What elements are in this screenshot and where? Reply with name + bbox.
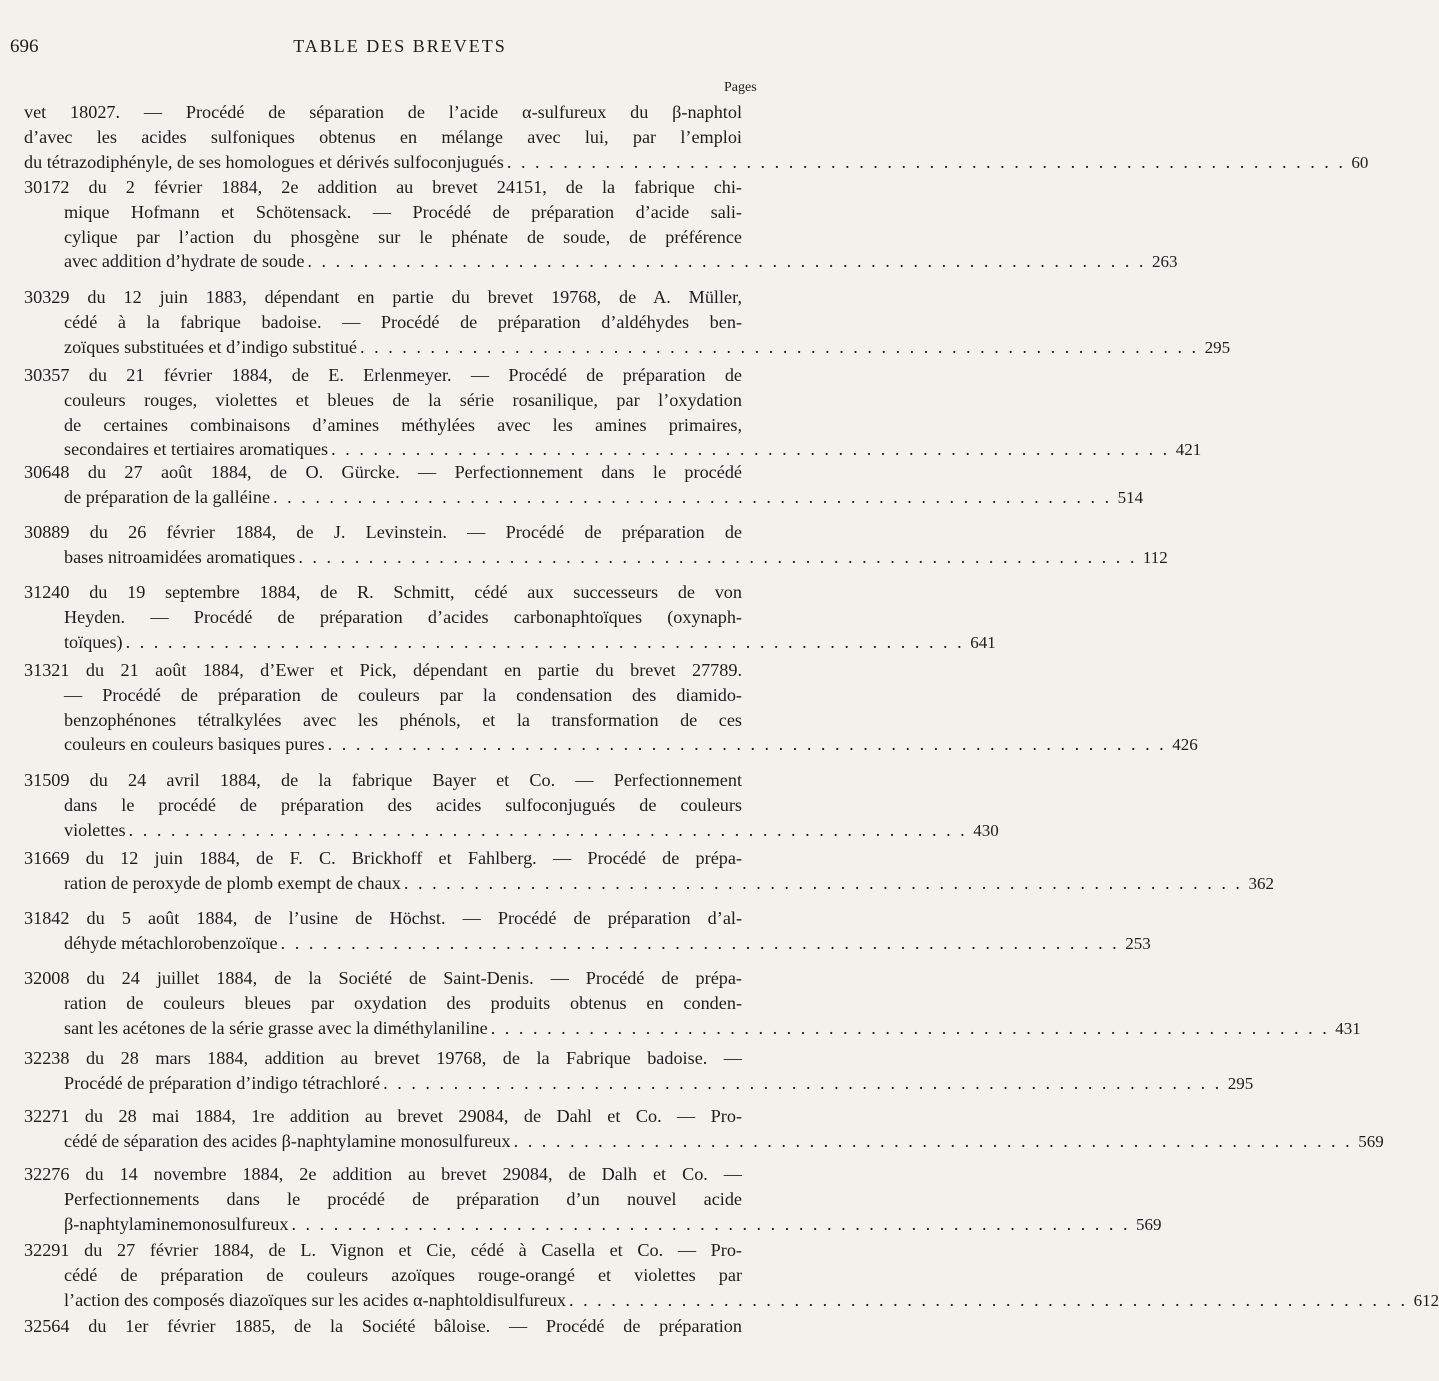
entry-line: mique Hofmann et Schötensack. — Procédé de préparation d’acide sali- xyxy=(64,201,742,222)
patent-entry xyxy=(24,363,1202,463)
page-reference: 514 xyxy=(1117,487,1144,507)
entry-title-end: du tétrazodiphényle, de ses homologues et dérivés sulfoconjugués xyxy=(24,151,504,172)
entry-title-end: toïques) xyxy=(64,631,123,652)
entry-line: 31842 du 5 août 1884, de l’usine de Höchst. — Procédé de préparation d’al- xyxy=(24,908,742,928)
pages-column-label: Pages xyxy=(724,80,757,95)
patent-entry xyxy=(24,1046,1254,1097)
dot-leader: . . . . . . . . . . . . . . . . . . . . . . . . . . . . . . . . . . . . . . . . . . . . . . . . . . . . . . . . . . . . xyxy=(506,151,1346,172)
page-reference: 569 xyxy=(1358,1131,1384,1151)
patent-entry xyxy=(24,460,1144,511)
dot-leader: . . . . . . . . . . . . . . . . . . . . . . . . . . . . . . . . . . . . . . . . . . . . . . . . . . . . . . . . . . . . xyxy=(568,1289,1408,1310)
page-reference: 60 xyxy=(1351,152,1369,172)
dot-leader: . . . . . . . . . . . . . . . . . . . . . . . . . . . . . . . . . . . . . . . . . . . . . . . . . . . . . . . . . . . . xyxy=(128,819,968,840)
entry-title-end: couleurs en couleurs basiques pures xyxy=(64,734,325,755)
entry-title-end: zoïques substituées et d’indigo substitué xyxy=(64,336,357,357)
running-head: TABLE DES BREVETS xyxy=(293,36,507,56)
page-reference: 430 xyxy=(973,820,999,840)
dot-leader: . . . . . . . . . . . . . . . . . . . . . . . . . . . . . . . . . . . . . . . . . . . . . . . . . . . . . . . . . . . . xyxy=(307,251,1146,272)
entry-last-line xyxy=(24,931,1151,957)
entry-line: 32276 du 14 novembre 1884, 2e addition au brevet 29084, de Dalh et Co. — xyxy=(24,1164,742,1184)
entry-line: cédé à la fabrique badoise. — Procédé de préparation d’aldéhydes ben- xyxy=(64,311,742,332)
entry-line: 30648 du 27 août 1884, de O. Gürcke. — Perfectionnement dans le procédé xyxy=(24,462,742,482)
entry-line: 30172 du 2 février 1884, 2e addition au brevet 24151, de la fabrique chi- xyxy=(24,177,742,197)
entry-last-line xyxy=(24,1071,1254,1097)
dot-leader: . . . . . . . . . . . . . . . . . . . . . . . . . . . . . . . . . . . . . . . . . . . . . . . . . . . . . . . . . . . . xyxy=(360,336,1199,357)
patent-entry xyxy=(24,285,1231,360)
patent-entry xyxy=(24,966,1361,1041)
page-reference: 295 xyxy=(1204,337,1231,357)
dot-leader: . . . . . . . . . . . . . . . . . . . . . . . . . . . . . . . . . . . . . . . . . . . . . . . . . . . . . . . . . . . . xyxy=(331,439,1170,460)
patent-entry xyxy=(24,1238,1439,1313)
patent-entry xyxy=(24,580,996,655)
dot-leader: . . . . . . . . . . . . . . . . . . . . . . . . . . . . . . . . . . . . . . . . . . . . . . . . . . . . . . . . . . . . xyxy=(298,546,1137,567)
page-reference: 569 xyxy=(1136,1214,1162,1234)
entry-last-line xyxy=(24,732,1198,758)
entry-title-end: bases nitroamidées aromatiques xyxy=(64,546,296,567)
entry-line: — Procédé de préparation de couleurs par la condensation des diamido- xyxy=(64,684,742,705)
entry-line: 31669 du 12 juin 1884, de F. C. Brickhoff et Fahlberg. — Procédé de prépa- xyxy=(24,848,742,868)
page-reference: 253 xyxy=(1125,933,1151,953)
entry-line: 31240 du 19 septembre 1884, de R. Schmitt, cédé aux successeurs de von xyxy=(24,582,742,602)
page-reference: 426 xyxy=(1172,735,1198,755)
entry-title-end: de préparation de la galléine xyxy=(64,486,271,507)
page-reference: 421 xyxy=(1175,440,1202,460)
page-reference: 641 xyxy=(970,632,996,652)
entry-line: 32271 du 28 mai 1884, 1re addition au brevet 29084, de Dahl et Co. — Pro- xyxy=(24,1106,742,1126)
page-reference: 431 xyxy=(1335,1018,1361,1038)
page-number: 696 xyxy=(10,36,39,57)
page-reference: 612 xyxy=(1413,1290,1439,1310)
dot-leader: . . . . . . . . . . . . . . . . . . . . . . . . . . . . . . . . . . . . . . . . . . . . . . . . . . . . . . . . . . . . xyxy=(327,734,1167,755)
entry-line: de certaines combinaisons d’amines méthylées avec les amines primaires, xyxy=(64,414,742,435)
entry-line: 30329 du 12 juin 1883, dépendant en partie du brevet 19768, de A. Müller, xyxy=(24,287,742,307)
dot-leader: . . . . . . . . . . . . . . . . . . . . . . . . . . . . . . . . . . . . . . . . . . . . . . . . . . . . . . . . . . . . xyxy=(273,486,1112,507)
entry-title-end: violettes xyxy=(64,819,126,840)
entry-last-line xyxy=(24,249,1178,275)
entry-line: 32008 du 24 juillet 1884, de la Société de Saint-Denis. — Procédé de prépa- xyxy=(24,968,742,988)
entry-last-line xyxy=(24,1016,1361,1042)
entry-line: dans le procédé de préparation des acides sulfoconjugués de couleurs xyxy=(64,794,742,815)
dot-leader: . . . . . . . . . . . . . . . . . . . . . . . . . . . . . . . . . . . . . . . . . . . . . . . . . . . . . . . . . . . . xyxy=(383,1072,1222,1093)
page-reference: 362 xyxy=(1248,873,1274,893)
patent-entry xyxy=(24,1314,742,1339)
entry-line: 30889 du 26 février 1884, de J. Levinstein. — Procédé de préparation de xyxy=(24,522,742,542)
entry-title-end: β-naphtylaminemonosulfureux xyxy=(64,1213,289,1234)
entry-last-line xyxy=(24,1212,1162,1238)
dot-leader: . . . . . . . . . . . . . . . . . . . . . . . . . . . . . . . . . . . . . . . . . . . . . . . . . . . . . . . . . . . . xyxy=(280,932,1120,953)
patent-entry xyxy=(24,658,1198,758)
entry-title-end: cédé de séparation des acides β-naphtylamine monosulfureux xyxy=(64,1130,511,1151)
entry-title-end: ration de peroxyde de plomb exempt de chaux xyxy=(64,872,401,893)
patent-entry xyxy=(24,1104,1384,1155)
entry-title-end: l’action des composés diazoïques sur les acides α-naphtoldisulfureux xyxy=(64,1289,566,1310)
entry-line: ration de couleurs bleues par oxydation des produits obtenus en conden- xyxy=(64,992,742,1013)
entry-last-line xyxy=(24,1129,1384,1155)
entry-line: 32564 du 1er février 1885, de la Société bâloise. — Procédé de préparation xyxy=(24,1316,742,1336)
entry-last-line xyxy=(24,871,1274,897)
page-reference: 295 xyxy=(1227,1073,1254,1093)
entry-title-end: sant les acétones de la série grasse avec la diméthylaniline xyxy=(64,1017,488,1038)
entry-title-end: Procédé de préparation d’indigo tétrachloré xyxy=(64,1072,381,1093)
entry-last-line xyxy=(24,335,1231,361)
dot-leader: . . . . . . . . . . . . . . . . . . . . . . . . . . . . . . . . . . . . . . . . . . . . . . . . . . . . . . . . . . . . xyxy=(513,1130,1353,1151)
entry-title-end: secondaires et tertiaires aromatiques xyxy=(64,439,329,460)
patent-entry xyxy=(24,520,1168,571)
entry-title-end: avec addition d’hydrate de soude xyxy=(64,251,305,272)
entry-line: 31509 du 24 avril 1884, de la fabrique Bayer et Co. — Perfectionnement xyxy=(24,770,742,790)
entry-line: 31321 du 21 août 1884, d’Ewer et Pick, dépendant en partie du brevet 27789. xyxy=(24,660,742,680)
entry-line: d’avec les acides sulfoniques obtenus en mélange avec lui, par l’emploi xyxy=(24,126,742,147)
entry-last-line xyxy=(24,818,999,844)
dot-leader: . . . . . . . . . . . . . . . . . . . . . . . . . . . . . . . . . . . . . . . . . . . . . . . . . . . . . . . . . . . . xyxy=(490,1017,1330,1038)
page-reference: 112 xyxy=(1142,547,1168,567)
entry-line: cylique par l’action du phosgène sur le phénate de soude, de préférence xyxy=(64,226,742,247)
entry-line: Perfectionnements dans le procédé de préparation d’un nouvel acide xyxy=(64,1188,742,1209)
entry-title-end: déhyde métachlorobenzoïque xyxy=(64,932,278,953)
patent-entry xyxy=(24,1162,1162,1237)
page-reference: 263 xyxy=(1151,252,1178,272)
entry-line: Heyden. — Procédé de préparation d’acides carbonaphtoïques (oxynaph- xyxy=(64,606,742,627)
patent-entry xyxy=(24,175,1178,275)
entry-line: benzophénones tétralkylées avec les phénols, et la transformation de ces xyxy=(64,709,742,730)
entry-last-line xyxy=(24,150,1369,176)
entry-last-line xyxy=(24,485,1144,511)
entry-last-line xyxy=(24,630,996,656)
entry-line: 32291 du 27 février 1884, de L. Vignon et Cie, cédé à Casella et Co. — Pro- xyxy=(24,1240,742,1260)
patent-entry xyxy=(24,906,1151,957)
entry-line: vet 18027. — Procédé de séparation de l’acide α-sulfureux du β-naphtol xyxy=(24,102,742,122)
patent-entry xyxy=(24,100,1369,175)
entry-line: 30357 du 21 février 1884, de E. Erlenmeyer. — Procédé de préparation de xyxy=(24,365,742,385)
dot-leader: . . . . . . . . . . . . . . . . . . . . . . . . . . . . . . . . . . . . . . . . . . . . . . . . . . . . . . . . . . . . xyxy=(291,1213,1131,1234)
dot-leader: . . . . . . . . . . . . . . . . . . . . . . . . . . . . . . . . . . . . . . . . . . . . . . . . . . . . . . . . . . . . xyxy=(403,872,1243,893)
entry-last-line xyxy=(24,1288,1439,1314)
entry-line: couleurs rouges, violettes et bleues de la série rosanilique, par l’oxydation xyxy=(64,389,742,410)
patent-entry xyxy=(24,846,1274,897)
patent-entry xyxy=(24,768,999,843)
dot-leader: . . . . . . . . . . . . . . . . . . . . . . . . . . . . . . . . . . . . . . . . . . . . . . . . . . . . . . . . . . . . xyxy=(125,631,965,652)
entry-line: cédé de préparation de couleurs azoïques rouge-orangé et violettes par xyxy=(64,1264,742,1285)
entry-line: 32238 du 28 mars 1884, addition au brevet 19768, de la Fabrique badoise. — xyxy=(24,1048,742,1068)
entry-last-line xyxy=(24,545,1168,571)
